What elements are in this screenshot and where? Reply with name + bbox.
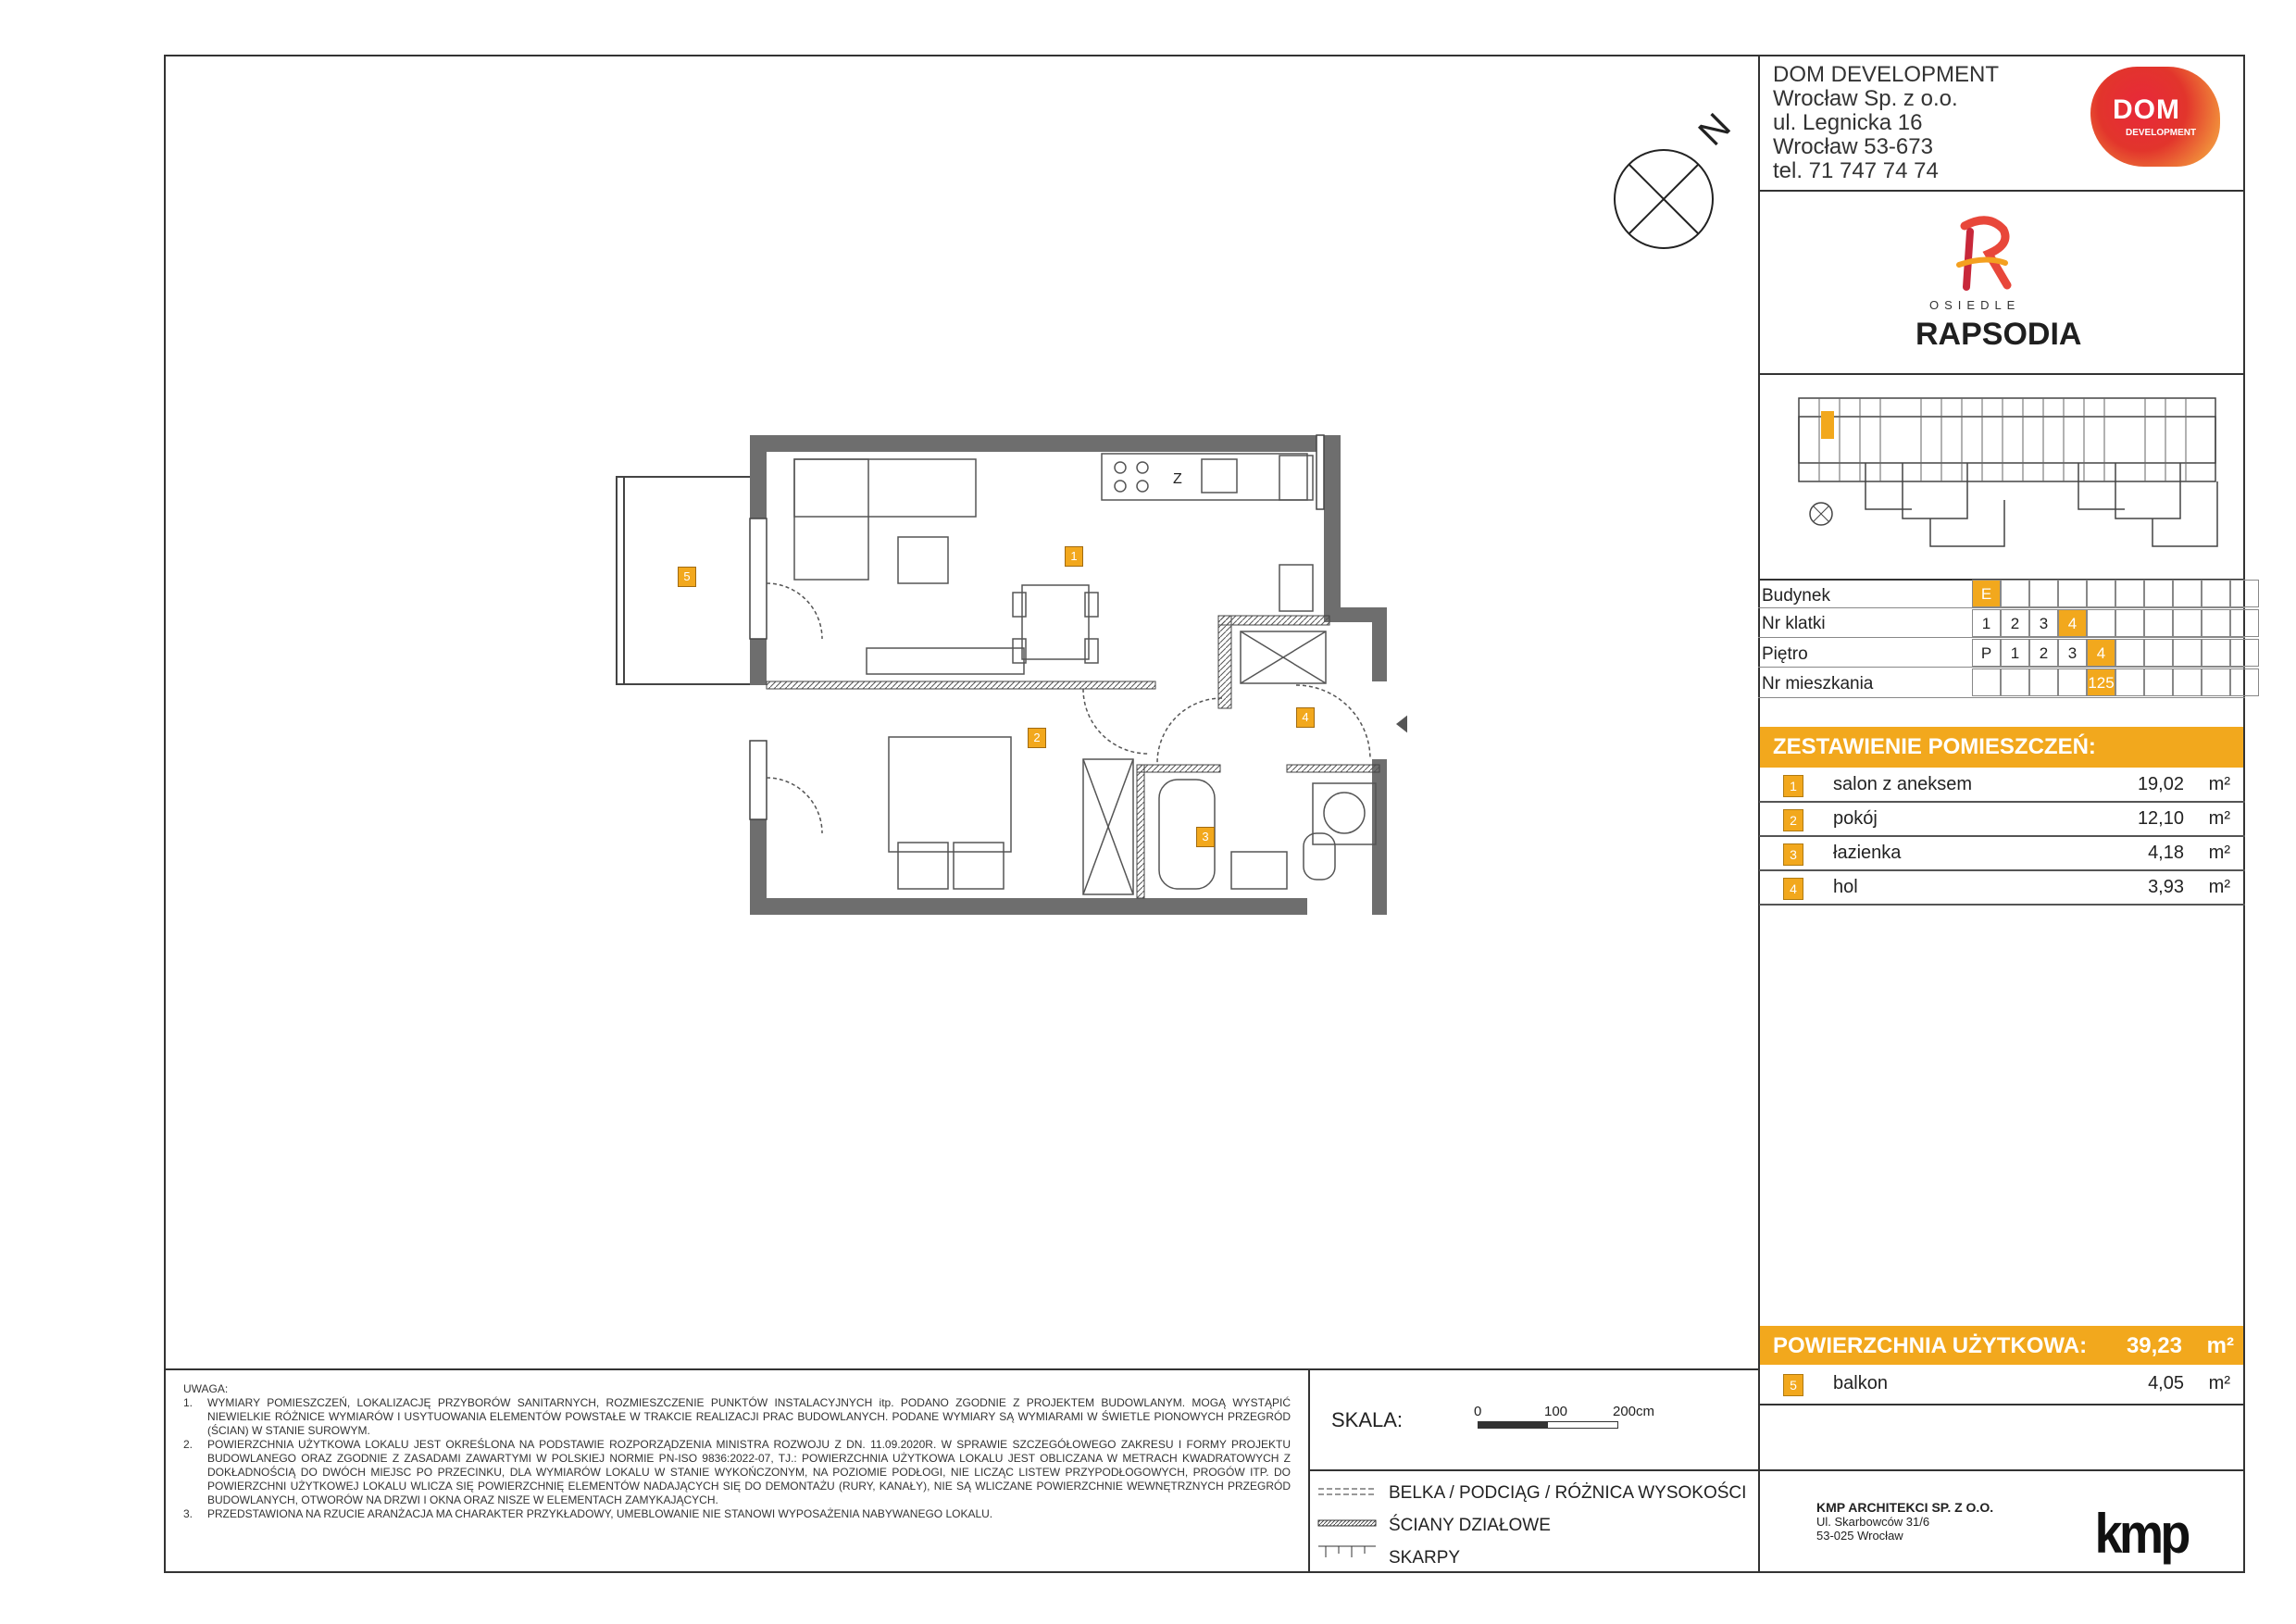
location-cell xyxy=(2202,609,2230,637)
location-cell xyxy=(2001,580,2029,607)
legend-partition-walls: ŚCIANY DZIAŁOWE xyxy=(1389,1516,1551,1535)
rooms-header: ZESTAWIENIE POMIESZCZEŃ: xyxy=(1773,734,2096,759)
room-unit: m² xyxy=(2208,808,2230,829)
location-cell: 1 xyxy=(1972,609,2001,637)
location-cell: 1 xyxy=(2001,639,2029,667)
usable-area-label: POWIERZCHNIA UŻYTKOWA: xyxy=(1773,1333,2088,1358)
rooms-header-bar xyxy=(1760,727,2243,768)
balcony-area: 4,05 xyxy=(2148,1373,2184,1393)
legend-beam: BELKA / PODCIĄG / RÓŻNICA WYSOKOŚCI xyxy=(1389,1483,1747,1503)
notes-divider xyxy=(164,1368,1758,1370)
location-cell xyxy=(2202,639,2230,667)
logo-osiedle-text: OSIEDLE xyxy=(1929,298,2021,312)
title-line xyxy=(1758,1469,2245,1471)
location-cell: 3 xyxy=(2029,609,2058,637)
plan-label-5: 5 xyxy=(678,567,696,587)
title-line xyxy=(1758,1404,2245,1405)
location-cell xyxy=(2029,580,2058,607)
location-cell xyxy=(2115,668,2144,696)
note-item xyxy=(183,1438,1291,1507)
note-item xyxy=(183,1396,1291,1438)
location-cell xyxy=(2115,580,2144,607)
room-area: 12,10 xyxy=(2137,808,2184,829)
north-label: N xyxy=(1691,106,1739,154)
architect-name: KMP ARCHITEKCI SP. Z O.O. xyxy=(1816,1500,1994,1515)
developer-address xyxy=(1773,63,1999,183)
scale-bar-filled xyxy=(1478,1421,1549,1429)
developer-city: Wrocław 53-673 xyxy=(1773,134,1933,159)
location-cell: 4 xyxy=(2087,639,2115,667)
notes-title: UWAGA: xyxy=(183,1382,229,1395)
architect-street: Ul. Skarbowców 31/6 xyxy=(1816,1515,1930,1529)
legend-slopes: SKARPY xyxy=(1389,1548,1461,1568)
rapsodia-r-icon xyxy=(1952,213,2016,293)
location-cell xyxy=(2087,580,2115,607)
location-cell xyxy=(2029,668,2058,696)
location-cell xyxy=(2144,639,2173,667)
plan-label-2: 2 xyxy=(1028,728,1046,748)
exterior-walls xyxy=(750,435,1387,915)
balcony-unit: m² xyxy=(2208,1373,2230,1393)
note-number: 3. xyxy=(183,1507,193,1520)
scale-bar-empty xyxy=(1547,1421,1618,1429)
location-cell xyxy=(2173,609,2202,637)
windows xyxy=(750,435,1324,819)
location-cell xyxy=(2144,580,2173,607)
room-number: 4 xyxy=(1783,878,1803,900)
location-cell: 2 xyxy=(2029,639,2058,667)
room-row xyxy=(1759,804,2245,837)
location-cell xyxy=(2173,639,2202,667)
location-cell: E xyxy=(1972,580,2001,607)
location-cell xyxy=(2173,580,2202,607)
kmp-logo: kmp xyxy=(2094,1503,2188,1565)
notes-block xyxy=(183,1382,1291,1521)
note-text: PRZEDSTAWIONA NA RZUCIE ARANŻACJA MA CHARAKTER PRZYKŁADOWY, UMEBLOWANIE NIE STANOWI WYPOSAŻENIA NABYWANEGO LOKALU. xyxy=(207,1507,993,1520)
room-name: salon z aneksem xyxy=(1833,774,1973,794)
room-number: 3 xyxy=(1783,843,1803,866)
location-cell xyxy=(1972,668,2001,696)
location-cell xyxy=(2144,668,2173,696)
legend-symbols xyxy=(1316,1480,1381,1568)
note-text: POWIERZCHNIA UŻYTKOWA LOKALU JEST OKREŚLONA NA PODSTAWIE ROZPORZĄDZENIA MINISTRA ROZWOJU Z DN. 11.09.2020R. W SPRAWIE SZCZEGÓŁOWEGO ZAKRESU I FORMY PROJEKTU BUDOWLANEGO ORAZ ZGODNIE Z ZASADAMI ZAWARTYMI W POLSKIEJ NORMIE PN-ISO 9836:2022-07, TJ.: POWIERZCHNIA UŻYTKOWA LOKALU JEST OBLICZANA W METRACH KWADRATOWYCH Z DOKŁADNOŚCIĄ DO DWÓCH MIEJSC PO PRZECINKU, DLA WYMIARÓW LOKALU W STANIE WYKOŃCZONYM, NA POZIOMIE PODŁOGI, NIE LICZĄC LISTEW PRZYPODŁOGOWYCH, PROGÓW ITP. DO POWIERZCHNI UŻYTKOWEJ LOKALU WLICZA SIĘ POWIERZCHNIĘ ELEMENTÓW NADAJĄCYCH SIĘ DO DEMONTAŻU (RURY, KANAŁY), NIE SĄ WLICZANE POWIERZCHNIE WEWNĘTRZNYCH PRZEGRÓD BUDOWLANYCH, OTWORÓW NA DRZWI I OKNA ORAZ NISZE W ELEMENTACH ZAMYKAJĄCYCH. xyxy=(207,1438,1291,1506)
logo-development-text: DEVELOPMENT xyxy=(2126,128,2197,138)
plan-label-3: 3 xyxy=(1196,827,1215,847)
room-number: 1 xyxy=(1783,775,1803,797)
usable-area-unit: m² xyxy=(2206,1333,2234,1358)
room-area: 3,93 xyxy=(2148,877,2184,897)
location-cell xyxy=(2230,580,2259,607)
architect-info xyxy=(1816,1501,1993,1543)
klatka-label: Nr klatki xyxy=(1762,614,1826,633)
pietro-label: Piętro xyxy=(1762,644,1808,664)
balcony-number: 5 xyxy=(1783,1374,1803,1396)
title-line xyxy=(1758,373,2245,375)
title-line xyxy=(1758,190,2245,192)
room-row xyxy=(1759,838,2245,871)
location-cell xyxy=(2115,639,2144,667)
room-name: łazienka xyxy=(1833,843,1902,863)
developer-company: Wrocław Sp. z o.o. xyxy=(1773,86,1958,111)
room-name: pokój xyxy=(1833,808,1878,829)
note-number: 2. xyxy=(183,1438,193,1451)
room-number: 2 xyxy=(1783,809,1803,831)
scale-tick-0: 0 xyxy=(1474,1404,1482,1419)
note-number: 1. xyxy=(183,1396,193,1409)
usable-area-value: 39,23 xyxy=(2126,1333,2182,1358)
floor-plan xyxy=(593,426,1407,926)
usable-area-bar xyxy=(1760,1326,2243,1365)
fridge-label: Z xyxy=(1173,471,1182,487)
location-cell xyxy=(2058,668,2087,696)
room-unit: m² xyxy=(2208,843,2230,863)
logo-rapsodia-text: RAPSODIA xyxy=(1915,317,2082,352)
location-cell: 3 xyxy=(2058,639,2087,667)
developer-name: DOM DEVELOPMENT xyxy=(1773,62,2000,87)
location-cell: 4 xyxy=(2058,609,2087,637)
plan-label-1: 1 xyxy=(1065,546,1083,567)
note-text: WYMIARY POMIESZCZEŃ, LOKALIZACJĘ PRZYBORÓW SANITARNYCH, ROZMIESZCZENIE PUNKTÓW INSTALACYJNYCH itp. PODANO ZGODNIE Z PROJEKTEM BUDOWLANYM. MOGĄ WYSTĄPIĆ NIEWIELKIE RÓŻNICE WYMIARÓW I USYTUOWANIA ELEMENTÓW POWSTAŁE W TRAKCIE REALIZACJI PRAC BUDOWLANYCH. PODANE WYMIARY SĄ WYMIARAMI W ŚWIETLE PIONOWYCH PRZEGRÓD (ŚCIAN) W STANIE SUROWYM. xyxy=(207,1396,1291,1437)
budynek-label: Budynek xyxy=(1762,586,1830,606)
room-unit: m² xyxy=(2208,877,2230,897)
location-cell xyxy=(2230,609,2259,637)
room-row xyxy=(1759,872,2245,906)
furniture xyxy=(794,454,1376,894)
plan-label-4: 4 xyxy=(1296,707,1315,728)
balcony-row xyxy=(1759,1368,2245,1402)
location-cell xyxy=(2087,609,2115,637)
scale-label: SKALA: xyxy=(1331,1408,1404,1431)
location-cell: P xyxy=(1972,639,2001,667)
room-row xyxy=(1759,769,2245,803)
location-cell xyxy=(2230,668,2259,696)
balcony-name: balkon xyxy=(1833,1373,1888,1393)
location-cell xyxy=(2144,609,2173,637)
table-line xyxy=(1758,637,2245,638)
location-cell xyxy=(2202,580,2230,607)
scale-tick-200: 200cm xyxy=(1613,1404,1655,1419)
legend-divider xyxy=(1308,1469,1758,1471)
building-key-plan xyxy=(1782,389,2227,556)
location-cell xyxy=(2058,580,2087,607)
location-cell xyxy=(2202,668,2230,696)
architect-city: 53-025 Wrocław xyxy=(1816,1529,1903,1543)
dom-development-logo xyxy=(2090,67,2220,167)
scale-tick-100: 100 xyxy=(1544,1404,1568,1419)
location-cell xyxy=(2230,639,2259,667)
logo-dom-text: DOM xyxy=(2113,94,2180,125)
location-cell xyxy=(2173,668,2202,696)
room-area: 19,02 xyxy=(2137,774,2184,794)
key-plan-compass-icon xyxy=(1810,503,1832,525)
location-cell: 125 xyxy=(2087,668,2115,696)
location-cell: 2 xyxy=(2001,609,2029,637)
table-line xyxy=(1758,697,2245,698)
table-line xyxy=(1758,607,2245,608)
apartment-marker xyxy=(1821,411,1834,439)
location-cell xyxy=(2001,668,2029,696)
developer-street: ul. Legnicka 16 xyxy=(1773,110,1923,135)
table-line xyxy=(1758,667,2245,668)
developer-phone: tel. 71 747 74 74 xyxy=(1773,158,1939,183)
mieszkanie-label: Nr mieszkania xyxy=(1762,674,1874,693)
room-name: hol xyxy=(1833,877,1858,897)
location-cell xyxy=(2115,609,2144,637)
note-item xyxy=(183,1507,1291,1521)
room-area: 4,18 xyxy=(2148,843,2184,863)
room-unit: m² xyxy=(2208,774,2230,794)
entrance-arrow-icon xyxy=(1396,711,1407,737)
